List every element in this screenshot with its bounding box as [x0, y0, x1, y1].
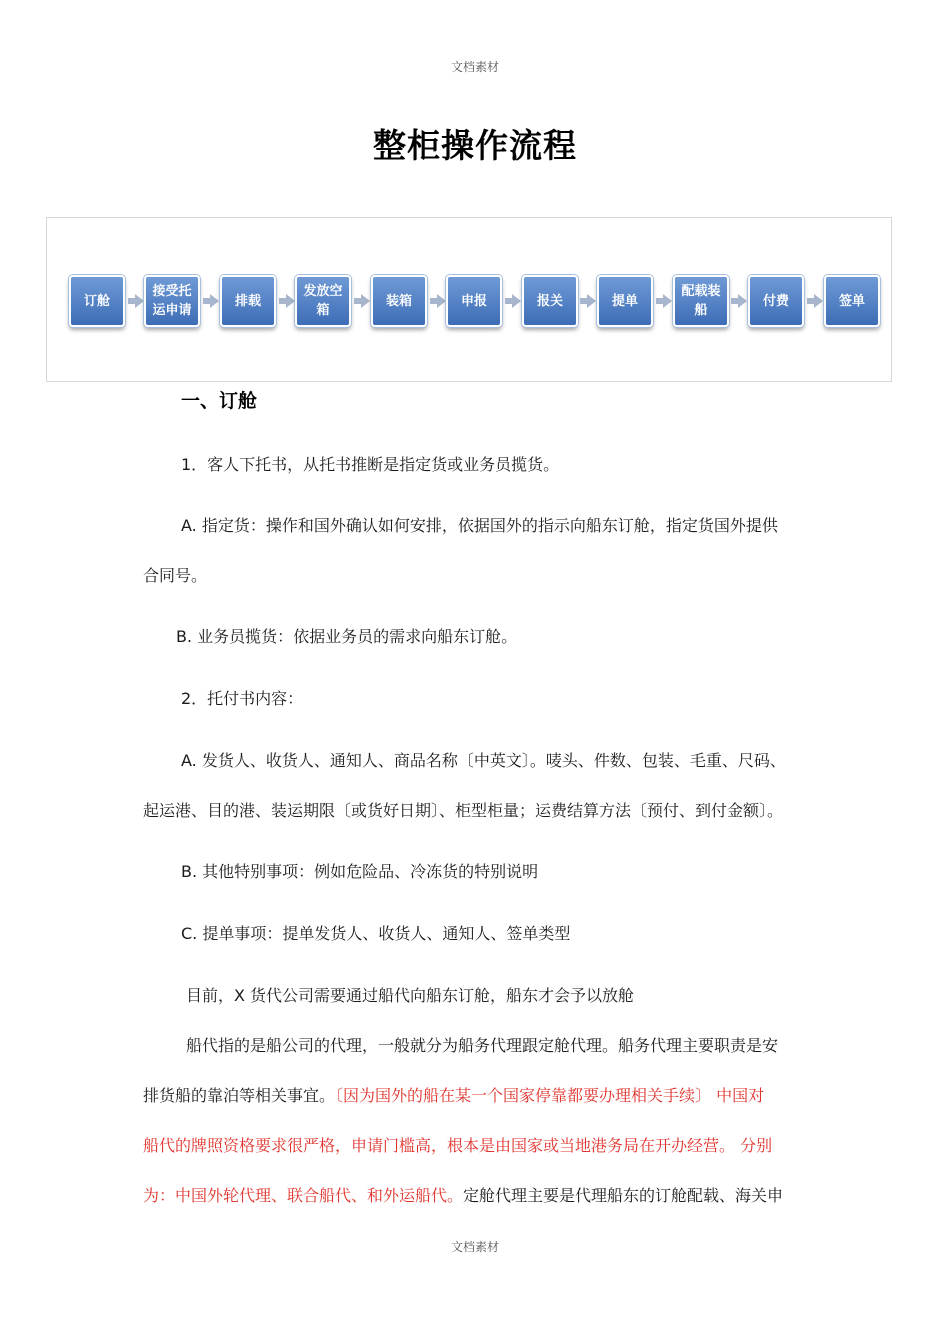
flow-step-stuffing: 装箱	[371, 275, 427, 327]
flow-step-booking: 订舱	[69, 275, 125, 327]
paragraph: 目前，X 货代公司需要通过船代向船东订舱，船东才会予以放舱	[186, 986, 635, 1005]
paragraph: C. 提单事项：提单发货人、收货人、通知人、签单类型	[181, 924, 571, 943]
flow-step-release-empty: 发放空 箱	[295, 275, 351, 327]
arrow-icon	[210, 294, 219, 308]
paragraph: 船代的牌照资格要求很严格，申请门槛高，根本是由国家或当地港务局在开办经营。 分别	[143, 1136, 773, 1155]
flow-step-bill-of-lading: 提单	[597, 275, 653, 327]
arrow-icon	[286, 294, 295, 308]
paragraph: 2．托付书内容：	[181, 689, 304, 708]
flow-step-sign: 签单	[824, 275, 880, 327]
page-header: 文档素材	[450, 60, 499, 74]
paragraph: 起运港、目的港、装运期限〔或货好日期〕、柜型柜量；运费结算方法〔预付、到付金额〕。	[143, 801, 784, 820]
arrow-icon	[738, 294, 747, 308]
process-flow-diagram	[46, 217, 892, 382]
arrow-icon	[437, 294, 446, 308]
paragraph: 为：中国外轮代理、联合船代、和外运船代。定舱代理主要是代理船东的订舱配载、海关申	[143, 1186, 784, 1205]
paragraph: A. 指定货：操作和国外确认如何安排，依据国外的指示向船东订舱，指定货国外提供	[181, 516, 778, 535]
section-heading: 一、订舱	[181, 390, 258, 412]
flow-step-accept-request: 接受托 运申请	[144, 275, 200, 327]
page-title: 整柜操作流程	[373, 126, 577, 165]
paragraph: 排货船的靠泊等相关事宜。〔因为国外的船在某一个国家停靠都要办理相关手续〕 中国对	[143, 1086, 765, 1105]
flow-step-payment: 付费	[748, 275, 804, 327]
page-footer: 文档素材	[450, 1240, 499, 1254]
flow-step-stowage: 排载	[220, 275, 276, 327]
paragraph: 船代指的是船公司的代理，一般就分为船务代理跟定舱代理。船务代理主要职责是安	[186, 1036, 779, 1055]
paragraph: B. 业务员揽货：依据业务员的需求向船东订舱。	[176, 627, 518, 646]
flow-step-customs: 报关	[522, 275, 578, 327]
arrow-icon	[814, 294, 823, 308]
arrow-icon	[135, 294, 144, 308]
flow-step-loading: 配载装 船	[673, 275, 729, 327]
arrow-icon	[587, 294, 596, 308]
paragraph: 1．客人下托书，从托书推断是指定货或业务员揽货。	[181, 455, 560, 474]
arrow-icon	[361, 294, 370, 308]
flow-step-declaration: 申报	[446, 275, 502, 327]
arrow-icon	[663, 294, 672, 308]
paragraph: A. 发货人、收货人、通知人、商品名称〔中英文〕。唛头、件数、包装、毛重、尺码、	[181, 751, 786, 770]
arrow-icon	[512, 294, 521, 308]
paragraph: 合同号。	[143, 566, 208, 585]
paragraph: B. 其他特别事项：例如危险品、冷冻货的特别说明	[181, 862, 539, 881]
